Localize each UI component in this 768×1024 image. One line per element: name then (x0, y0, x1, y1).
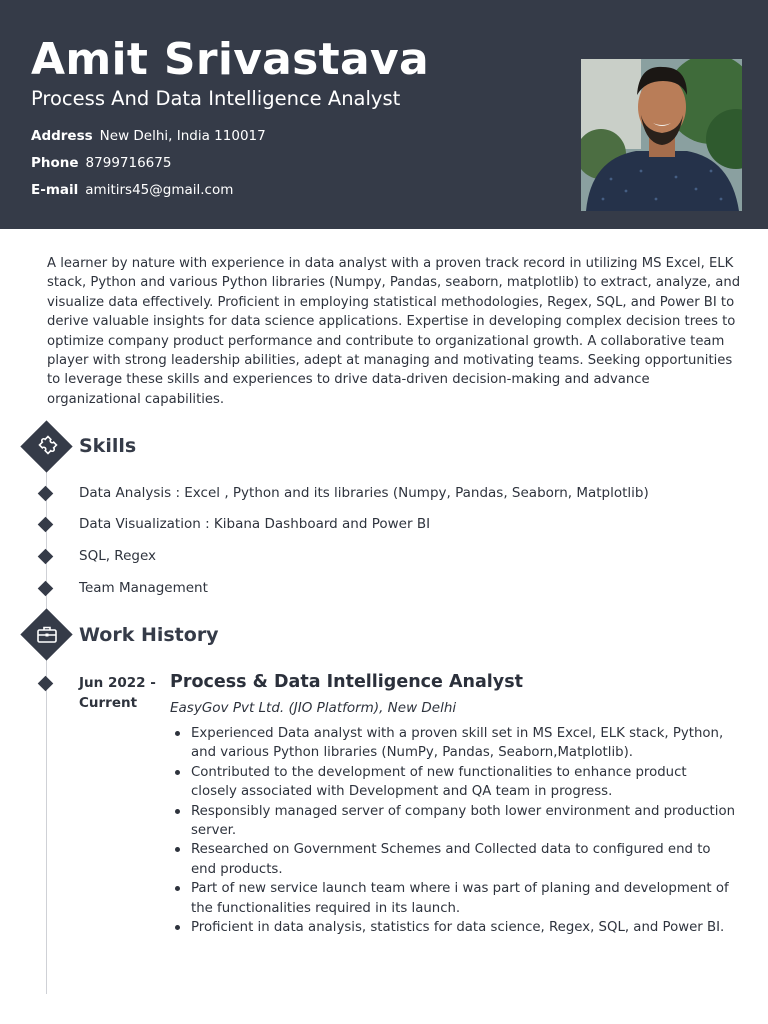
skill-bullet (38, 517, 54, 533)
contact-email (31, 181, 233, 199)
timeline-line (46, 466, 47, 994)
contact-label: E-mail (31, 182, 79, 198)
skill-bullet (38, 486, 54, 502)
job-duties-list (170, 724, 736, 937)
contact-label: Phone (31, 155, 79, 171)
work-history-heading: Work History (79, 624, 219, 646)
candidate-name: Amit Srivastava (31, 34, 429, 85)
job-title: Process & Data Intelligence Analyst (170, 672, 523, 692)
skill-item: Team Management (79, 580, 208, 596)
skill-bullet (38, 581, 54, 597)
job-duty: Proficient in data analysis, statistics for data science, Regex, SQL, and Power BI. (191, 918, 736, 937)
contact-label: Address (31, 128, 93, 144)
contact-value: 8799716675 (85, 155, 172, 171)
job-bullet (38, 676, 54, 692)
header-banner (0, 0, 768, 229)
puzzle-icon (33, 433, 61, 461)
skill-bullet (38, 549, 54, 565)
job-dates (79, 673, 159, 713)
job-company: EasyGov Pvt Ltd. (JIO Platform), New Delhi (170, 700, 457, 716)
job-duty: Part of new service launch team where i was part of planing and development of the functionalities required in its launch. (191, 879, 736, 918)
contact-phone (31, 154, 171, 172)
contact-value: New Delhi, India 110017 (99, 128, 266, 144)
contact-value[interactable]: amitirs45@gmail.com (85, 182, 234, 198)
skill-item: Data Visualization : Kibana Dashboard and Power BI (79, 516, 431, 532)
job-duty: Contributed to the development of new functionalities to enhance product closely associated with Development and QA team in progress. (191, 763, 736, 802)
skill-item: Data Analysis : Excel , Python and its libraries (Numpy, Pandas, Seaborn, Matplotlib) (79, 485, 649, 501)
job-duty: Responsibly managed server of company both lower environment and production server. (191, 802, 736, 841)
job-duty: Experienced Data analyst with a proven skill set in MS Excel, ELK stack, Python, and various Python libraries (NumPy, Pandas, Seaborn,Matplotlib). (191, 724, 736, 763)
profile-photo-illustration (581, 59, 742, 211)
skills-heading: Skills (79, 435, 137, 457)
job-duty: Researched on Government Schemes and Collected data to configured end to end products. (191, 840, 736, 879)
job-date-end: Current (79, 695, 138, 711)
briefcase-icon (33, 621, 61, 649)
job-date-start: Jun 2022 - (79, 675, 156, 691)
contact-address (31, 127, 266, 145)
profile-summary: A learner by nature with experience in data analyst with a proven track record in utilizing MS Excel, ELK stack, Python and various Python libraries (Numpy, Pandas, seaborn, matplotlib) to extract, analyze, and visualize data effectively. Proficient in employing statistical methodologies, Regex, SQL, and Power BI to derive valuable insights for data science applications. Expertise in developing complex decision trees to optimize company product performance and contribute to organizational growth. A collaborative team player with strong leadership abilities, adept at managing and motivating teams. Seeking opportunities to leverage these skills and experiences to drive data-driven decision-making and advance organizational capabilities. (47, 256, 741, 407)
skill-item: SQL, Regex (79, 548, 157, 564)
job-headline: Process And Data Intelligence Analyst (31, 87, 401, 110)
profile-photo (581, 59, 742, 211)
